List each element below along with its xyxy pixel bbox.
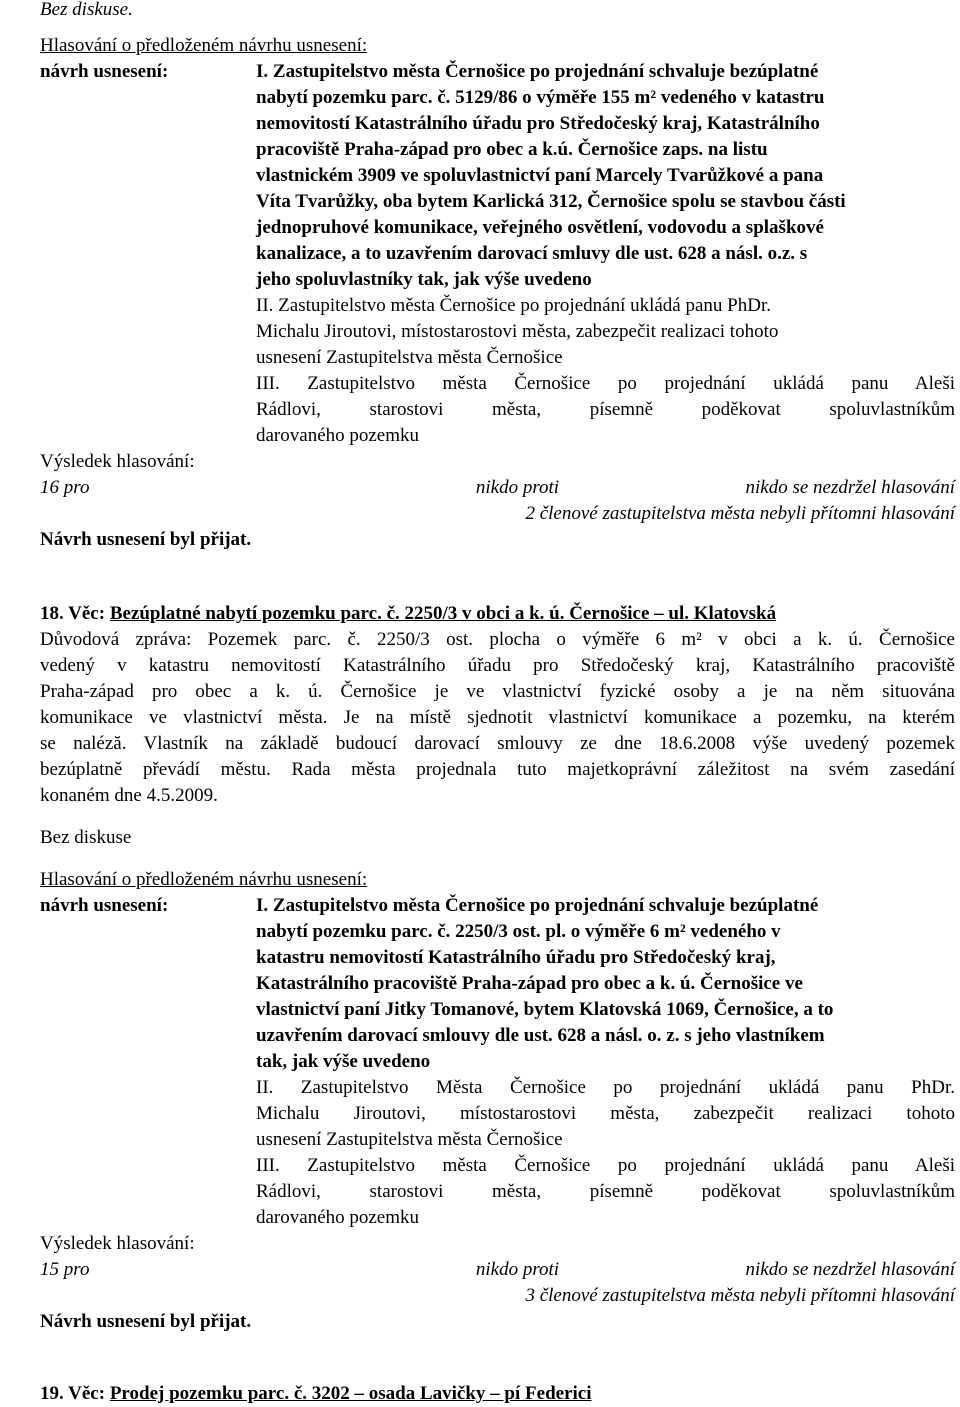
resolution-line: I. Zastupitelstvo města Černošice po projednání schvaluje bezúplatné xyxy=(256,61,819,82)
resolution-line: jeho spoluvlastníky tak, jak výše uvedeno xyxy=(256,269,592,290)
vote-counts xyxy=(40,475,955,501)
resolution-line: Rádlovi, starostovi města, písemně poděkovat spoluvlastníkům xyxy=(256,399,955,420)
resolution-result: Návrh usnesení byl přijat. xyxy=(40,1311,252,1332)
vote-result-label: Výsledek hlasování: xyxy=(40,1233,195,1254)
item-18-heading xyxy=(40,601,955,627)
resolution-line: vlastnickém 3909 ve spoluvlastnictví paní Marcely Tvarůžkové a pana xyxy=(256,165,824,186)
resolution-label: návrh usnesení: xyxy=(40,895,169,916)
resolution-result: Návrh usnesení byl přijat. xyxy=(40,529,252,550)
report-line: Praha-západ pro obec a k. ú. Černošice je ve vlastnictví fyzické osoby a je na něm situována xyxy=(40,681,955,702)
resolution-line: usnesení Zastupitelstva města Černošice xyxy=(256,347,563,368)
resolution-tasks xyxy=(40,293,955,449)
no-discussion-note: Bez diskuse. xyxy=(40,0,133,20)
document-page xyxy=(40,0,955,1407)
absent-members: 2 členové zastupitelstva města nebyli přítomni hlasování xyxy=(525,503,955,524)
resolution-label: návrh usnesení: xyxy=(40,61,169,82)
votes-abstain: nikdo se nezdržel hlasování xyxy=(745,477,955,498)
report-line: bezúplatně převádí městu. Rada města projednala tuto majetkoprávní záležitost na svém zasedání xyxy=(40,759,955,780)
resolution-line: Michalu Jiroutovi, místostarostovi města, zabezpečit realizaci tohoto xyxy=(256,321,779,342)
resolution-line: darovaného pozemku xyxy=(256,425,420,446)
resolution-first-line xyxy=(40,59,955,85)
resolution-line: uzavřením darovací smlouvy dle ust. 628 a násl. o. z. s jeho vlastníkem xyxy=(256,1025,825,1046)
resolution-line: III. Zastupitelstvo města Černošice po projednání ukládá panu Aleši xyxy=(256,373,955,394)
resolution-line: jednopruhové komunikace, veřejného osvětlení, vodovodu a splaškové xyxy=(256,217,824,238)
resolution-line: nabytí pozemku parc. č. 2250/3 ost. pl. o výměře 6 m² vedeného v xyxy=(256,921,781,942)
report-line: se naléză. Vlastník na základě budoucí darovací smlouvy ze dne 18.6.2008 výše uvedený pozemek xyxy=(40,733,955,754)
report-line: vedený v katastru nemovitostí Katastrálního úřadu pro Středočeský kraj, Katastrálního pracoviště xyxy=(40,655,955,676)
votes-for: 16 pro xyxy=(40,477,90,498)
resolution-line: II. Zastupitelstvo města Černošice po projednání ukládá panu PhDr. xyxy=(256,295,771,316)
report-line: Důvodová zpráva: Pozemek parc. č. 2250/3 ost. plocha o výměře 6 m² v obci a k. ú. Černošice xyxy=(40,629,955,650)
resolution-line: darovaného pozemku xyxy=(256,1207,420,1228)
voting-heading: Hlasování o předloženém návrhu usnesení: xyxy=(40,869,368,890)
item-title: Bezúplatné nabytí pozemku parc. č. 2250/3 v obci a k. ú. Černošice – ul. Klatovská xyxy=(109,603,777,624)
votes-against: nikdo proti xyxy=(475,1259,560,1280)
votes-for: 15 pro xyxy=(40,1259,90,1280)
resolution-line: II. Zastupitelstvo Města Černošice po projednání ukládá panu PhDr. xyxy=(256,1077,955,1098)
vote-result-label: Výsledek hlasování: xyxy=(40,451,195,472)
item-number: 19. Věc: xyxy=(40,1383,106,1404)
votes-abstain: nikdo se nezdržel hlasování xyxy=(745,1259,955,1280)
resolution-line: vlastnictví paní Jitky Tomanové, bytem Klatovská 1069, Černošice, a to xyxy=(256,999,834,1020)
votes-against: nikdo proti xyxy=(475,477,560,498)
item-title: Prodej pozemku parc. č. 3202 – osada Lavičky – pí Federici xyxy=(109,1383,592,1404)
resolution-line: Víta Tvarůžky, oba bytem Karlická 312, Černošice spolu se stavbou části xyxy=(256,191,846,212)
resolution-line: usnesení Zastupitelstva města Černošice xyxy=(256,1129,563,1150)
resolution-line: III. Zastupitelstvo města Černošice po projednání ukládá panu Aleši xyxy=(256,1155,955,1176)
absent-members: 3 členové zastupitelstva města nebyli přítomni hlasování xyxy=(525,1285,955,1306)
report-line: konaném dne 4.5.2009. xyxy=(40,785,218,806)
voting-heading: Hlasování o předloženém návrhu usnesení: xyxy=(40,35,368,56)
resolution-line: pracoviště Praha-západ pro obec a k.ú. Černošice zaps. na listu xyxy=(256,139,768,160)
resolution-first-line xyxy=(40,893,955,919)
explanatory-report xyxy=(40,627,955,809)
resolution-line: Katastrálního pracoviště Praha-západ pro obec a k. ú. Černošice ve xyxy=(256,973,803,994)
resolution-line: Rádlovi, starostovi města, písemně poděkovat spoluvlastníkům xyxy=(256,1181,955,1202)
resolution-line: Michalu Jiroutovi, místostarostovi města, zabezpečit realizaci tohoto xyxy=(256,1103,955,1124)
no-discussion-note: Bez diskuse xyxy=(40,827,132,848)
report-line: komunikace ve vlastnictví města. Je na místě sjednotit vlastnictví komunikace a pozemku, na kterém xyxy=(40,707,955,728)
resolution-line: nemovitostí Katastrálního úřadu pro Středočeský kraj, Katastrálního xyxy=(256,113,820,134)
resolution-body xyxy=(40,919,955,1075)
resolution-line: katastru nemovitostí Katastrálního úřadu pro Středočeský kraj, xyxy=(256,947,776,968)
resolution-line: I. Zastupitelstvo města Černošice po projednání schvaluje bezúplatné xyxy=(256,895,819,916)
item-number: 18. Věc: xyxy=(40,603,106,624)
resolution-body xyxy=(40,85,955,293)
vote-counts xyxy=(40,1257,955,1283)
resolution-line: tak, jak výše uvedeno xyxy=(256,1051,431,1072)
resolution-line: nabytí pozemku parc. č. 5129/86 o výměře 155 m² vedeného v katastru xyxy=(256,87,825,108)
resolution-line: kanalizace, a to uzavřením darovací smluvy dle ust. 628 a násl. o.z. s xyxy=(256,243,808,264)
resolution-tasks xyxy=(40,1075,955,1231)
item-19-heading xyxy=(40,1381,955,1407)
